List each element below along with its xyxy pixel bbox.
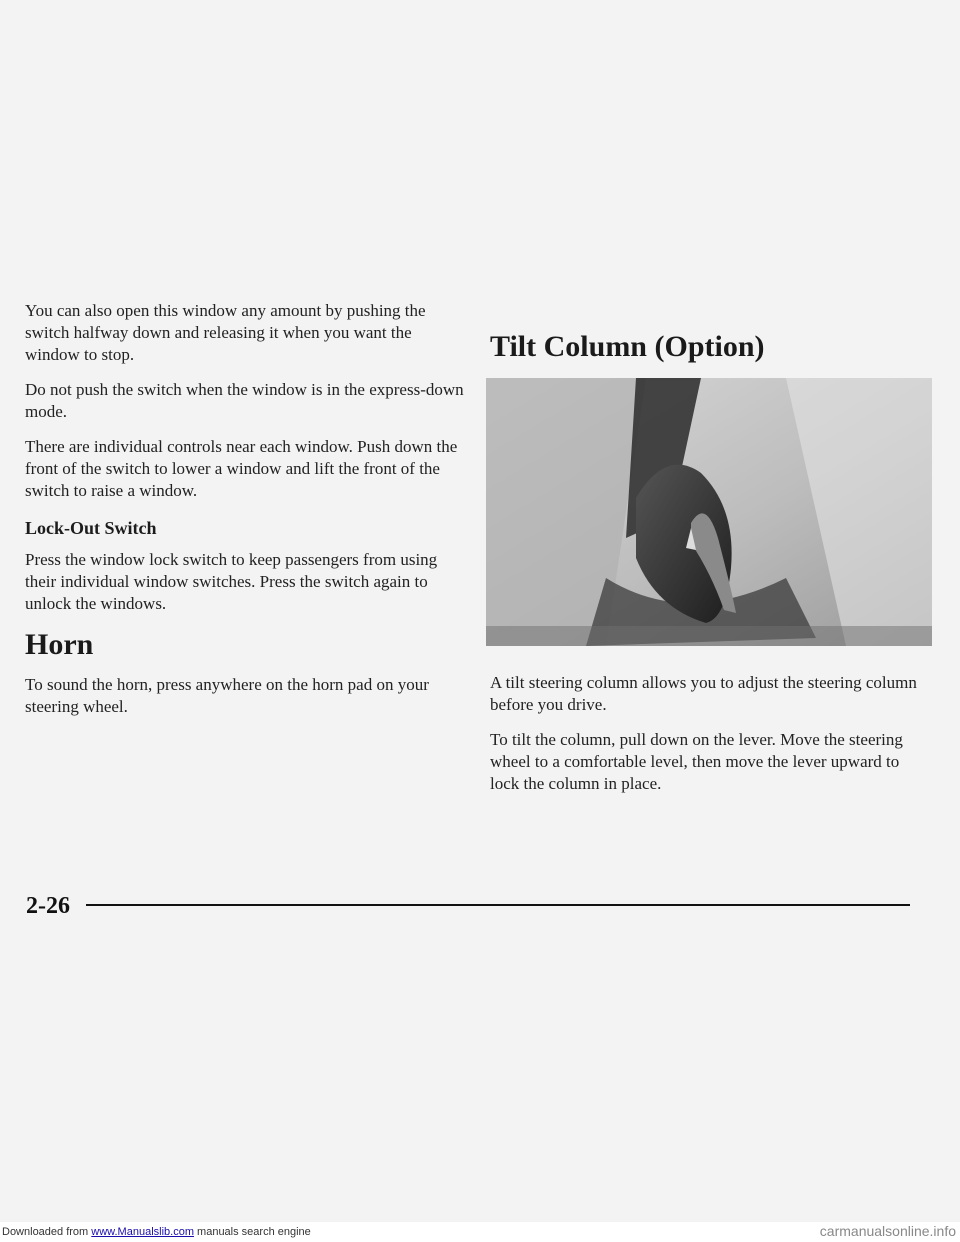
tilt-instructions-paragraph: To tilt the column, pull down on the lever. Move the steering wheel to a comfortable level, then move the lever upward to lock the column in place. [490,730,903,793]
tilt-lever-photo [486,378,932,646]
window-amount-paragraph: You can also open this window any amount by pushing the switch halfway down and releasing it when you want the window to stop. [25,301,426,364]
tilt-lever-illustration [486,378,932,646]
footer-rule [86,904,910,906]
lockout-switch-heading: Lock-Out Switch [25,518,157,538]
watermark-text: carmanualsonline.info [819,1223,956,1239]
lockout-switch-paragraph: Press the window lock switch to keep passengers from using their individual window switches. Press the switch again to unlock the windows. [25,550,438,613]
download-credit [2,1226,311,1238]
tilt-intro-paragraph: A tilt steering column allows you to adjust the steering column before you drive. [490,673,917,714]
footer-suffix: manuals search engine [193,1226,311,1238]
download-footer [0,1222,960,1242]
tilt-column-title: Tilt Column (Option) [490,330,765,363]
right-column [490,300,930,808]
left-column [25,300,465,731]
express-down-paragraph: Do not push the switch when the window is in the express-down mode. [25,380,464,421]
individual-controls-paragraph: There are individual controls near each window. Push down the front of the switch to lower a window and lift the front of the switch to raise a window. [25,437,458,500]
manualslib-link[interactable]: www.Manualslib.com [91,1226,194,1238]
footer-prefix: Downloaded from [2,1226,92,1238]
horn-heading: Horn [25,628,94,661]
page-number: 2-26 [26,893,70,919]
horn-paragraph: To sound the horn, press anywhere on the horn pad on your steering wheel. [25,675,429,716]
